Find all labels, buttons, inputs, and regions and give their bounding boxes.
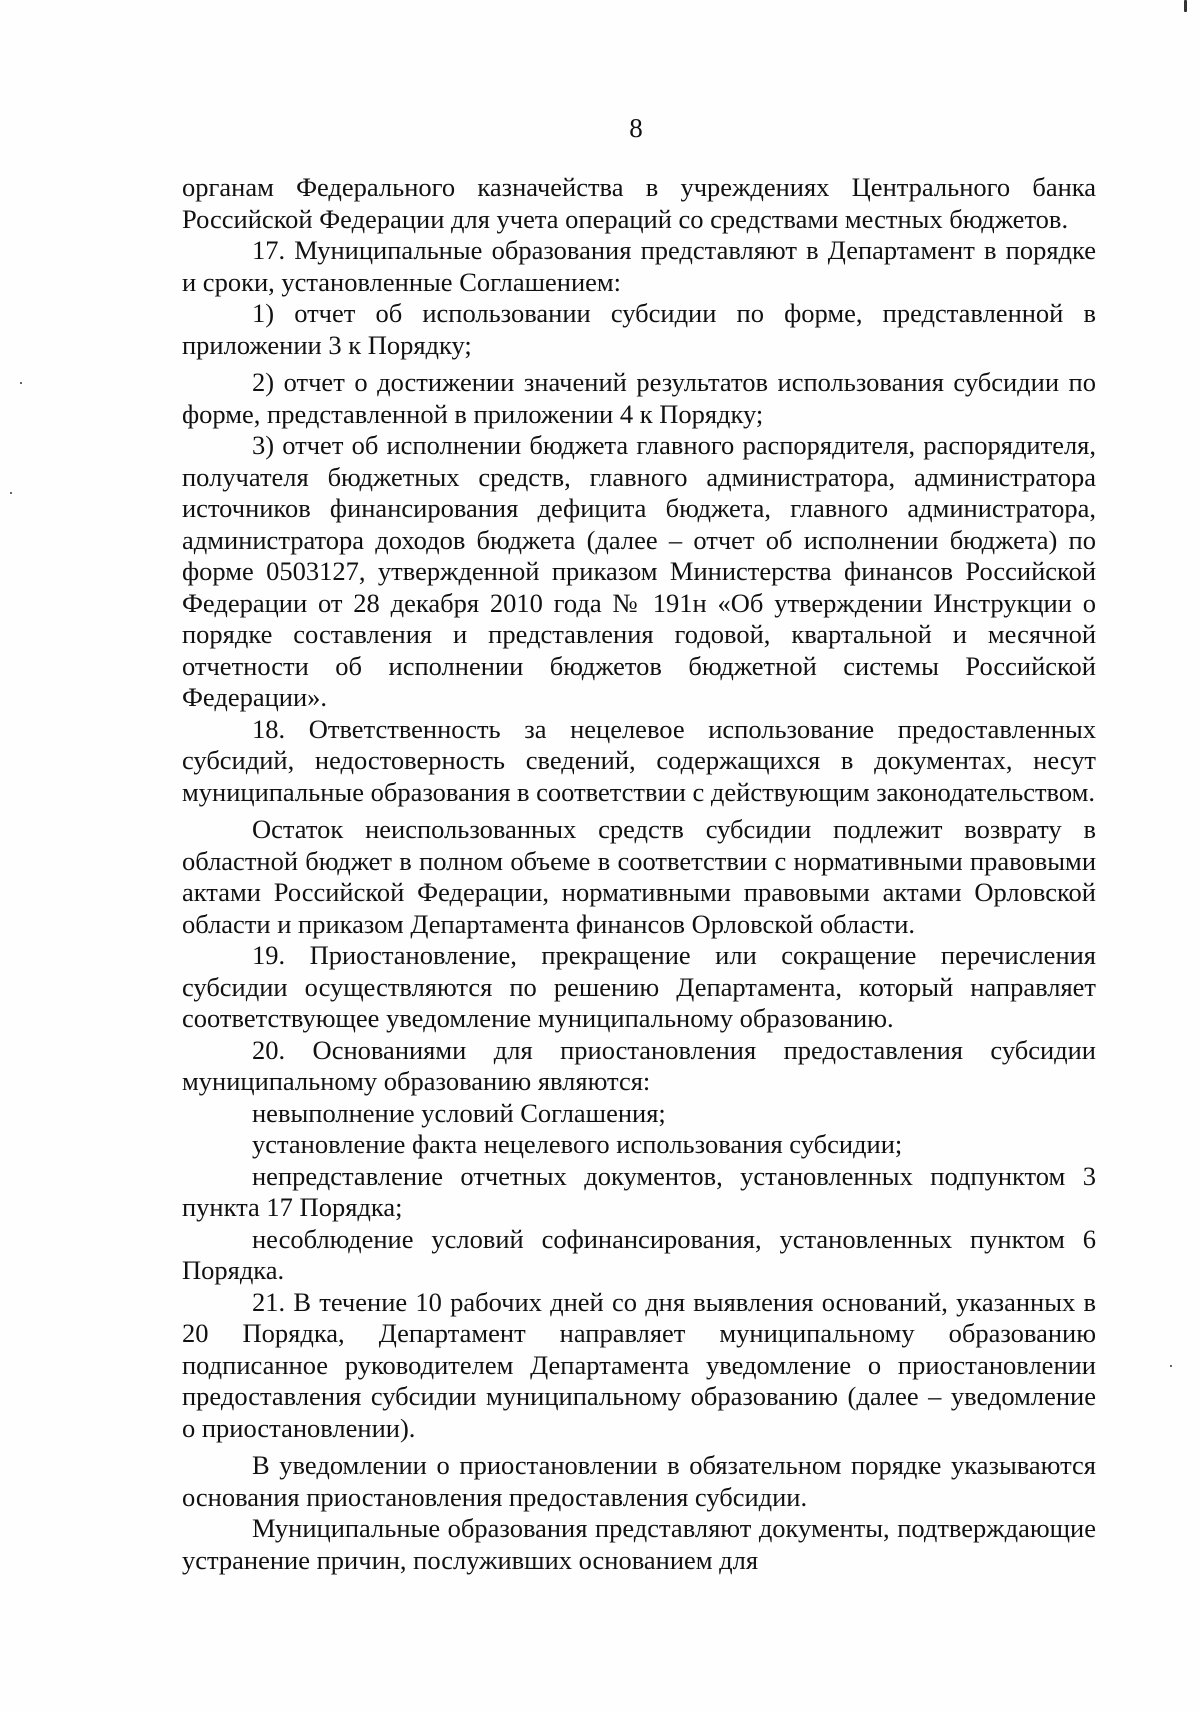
document-body [182,172,1096,1576]
paragraph-ground-1: невыполнение условий Соглашения; [252,1097,666,1128]
scan-speck [1170,1365,1172,1367]
paragraph-ground-2: установление факта нецелевого использования субсидии; [252,1129,903,1159]
paragraph-subitem-2: 2) отчет о достижении значений результатов использования субсидии по форме, представленной в приложении 4 к Порядку; [182,367,1096,429]
paragraph-subitem-1: 1) отчет об использовании субсидии по форме, представленной в приложении 3 к Порядку; [182,298,1096,360]
page-number: 8 [629,113,643,143]
scan-speck [1184,0,1187,12]
paragraph-subitem-3: 3) отчет об исполнении бюджета главного распорядителя, распорядителя, получателя бюджетных средств, главного администратора, администратора источников финансирования дефицита бюджета, главного администратора, администратора доходов бюджета (далее – отчет об исполнении бюджета) по форме 0503127, утвержденной приказом Министерства финансов Российской Федерации от 28 декабря 2010 года № 191н «Об утверждении Инструкции о порядке составления и представления годовой, квартальной и месячной отчетности об исполнении бюджетов бюджетной системы Российской Федерации». [182,430,1096,712]
paragraph-item-20: 20. Основаниями для приостановления предоставления субсидии муниципальному образованию являются: [182,1034,1096,1096]
paragraph-documents-submission: Муниципальные образования представляют документы, подтверждающие устранение причин, послуживших основанием для [182,1513,1096,1575]
paragraph-item-21: 21. В течение 10 рабочих дней со дня выявления оснований, указанных в 20 Порядка, Департамент направляет муниципальному образованию подписанное руководителем Департамента уведомление о приостановлении предоставления субсидии муниципальному образованию (далее – уведомление о приостановлении). [182,1286,1096,1443]
paragraph-notice-contents: В уведомлении о приостановлении в обязательном порядке указываются основания приостановления предоставления субсидии. [182,1450,1096,1512]
paragraph-item-19: 19. Приостановление, прекращение или сокращение перечисления субсидии осуществляются по решению Департамента, который направляет соответствующее уведомление муниципальному образованию. [182,940,1096,1033]
paragraph-remainder-return: Остаток неиспользованных средств субсидии подлежит возврату в областной бюджет в полном объеме в соответствии с нормативными правовыми актами Российской Федерации, нормативными правовыми актами Орловской области и приказом Департамента финансов Орловской области. [182,814,1096,939]
paragraph-continuation: органам Федерального казначейства в учреждениях Центрального банка Российской Федерации для учета операций со средствами местных бюджетов. [182,172,1096,234]
paragraph-ground-4: несоблюдение условий софинансирования, установленных пунктом 6 Порядка. [182,1223,1096,1285]
paragraph-ground-3: непредставление отчетных документов, установленных подпунктом 3 пункта 17 Порядка; [182,1160,1096,1222]
paragraph-item-18: 18. Ответственность за нецелевое использование предоставленных субсидий, недостоверность сведений, содержащихся в документах, несут муниципальные образования в соответствии с действующим законодательством. [182,713,1096,807]
scan-speck [20,382,22,384]
paragraph-item-17: 17. Муниципальные образования представляют в Департамент в порядке и сроки, установленные Соглашением: [182,235,1096,297]
scan-speck [10,492,12,494]
